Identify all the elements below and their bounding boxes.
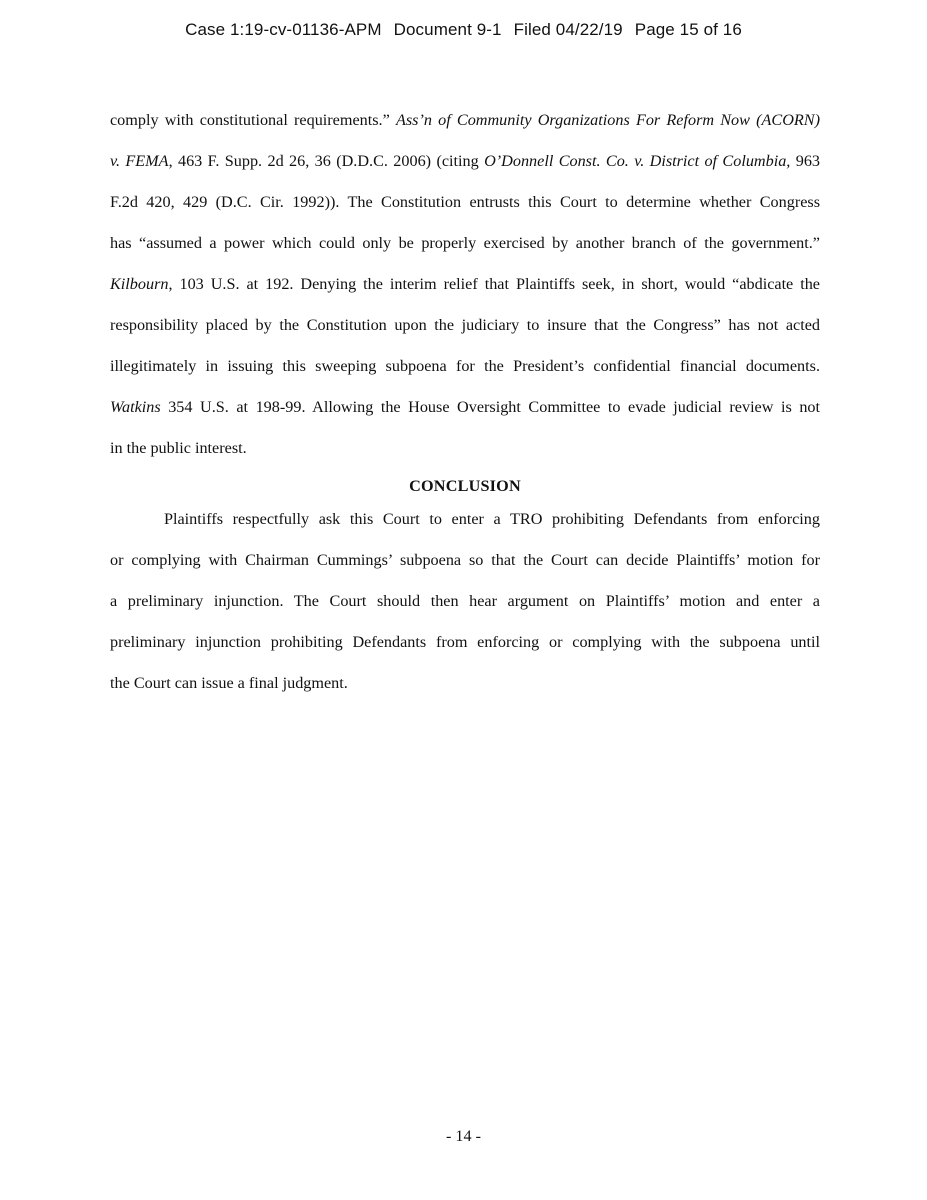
text-line: Kilbourn, 103 U.S. at 192. Denying the interim relief that Plaintiffs seek, in short, would “abdicate the: [110, 275, 820, 293]
text-line: responsibility placed by the Constitution upon the judiciary to insure that the Congress” has not acted: [110, 316, 820, 334]
text-line: F.2d 420, 429 (D.C. Cir. 1992)). The Constitution entrusts this Court to determine whether Congress: [110, 193, 820, 211]
conclusion-paragraph: [110, 499, 820, 704]
case-header: [0, 20, 927, 40]
document-number: Document 9-1: [393, 20, 502, 39]
text-line: the Court can issue a final judgment.: [110, 674, 348, 692]
text-line: a preliminary injunction. The Court should then hear argument on Plaintiffs’ motion and enter a: [110, 592, 820, 610]
argument-paragraph: [110, 100, 820, 469]
text-line: in the public interest.: [110, 439, 247, 457]
text-line: Watkins 354 U.S. at 198-99. Allowing the House Oversight Committee to evade judicial review is not: [110, 398, 820, 416]
case-number: Case 1:19-cv-01136-APM: [185, 20, 382, 39]
text-line: Plaintiffs respectfully ask this Court to enter a TRO prohibiting Defendants from enforcing: [164, 510, 820, 528]
conclusion-heading: CONCLUSION: [409, 477, 521, 495]
text-line: comply with constitutional requirements.” Ass’n of Community Organizations For Reform Now (ACORN): [110, 111, 820, 129]
text-line: has “assumed a power which could only be properly exercised by another branch of the government.”: [110, 234, 820, 252]
filed-date: Filed 04/22/19: [513, 20, 623, 39]
text-line: v. FEMA, 463 F. Supp. 2d 26, 36 (D.D.C. 2006) (citing O’Donnell Const. Co. v. District of Columbia, 963: [110, 152, 821, 170]
page-count: Page 15 of 16: [634, 20, 742, 39]
text-line: preliminary injunction prohibiting Defendants from enforcing or complying with the subpoena until: [110, 633, 820, 651]
page-number: - 14 -: [445, 1127, 482, 1145]
case-citation: v. FEMA: [110, 152, 169, 170]
case-citation: Ass’n of Community Organizations For Reform Now (ACORN): [395, 111, 820, 129]
text-line: illegitimately in issuing this sweeping subpoena for the President’s confidential financial documents.: [110, 357, 820, 375]
case-citation: Watkins: [110, 398, 161, 416]
text-line: or complying with Chairman Cummings’ subpoena so that the Court can decide Plaintiffs’ motion for: [110, 551, 820, 569]
case-citation: O’Donnell Const. Co. v. District of Columbia,: [484, 152, 791, 170]
case-citation: Kilbourn: [110, 275, 169, 293]
